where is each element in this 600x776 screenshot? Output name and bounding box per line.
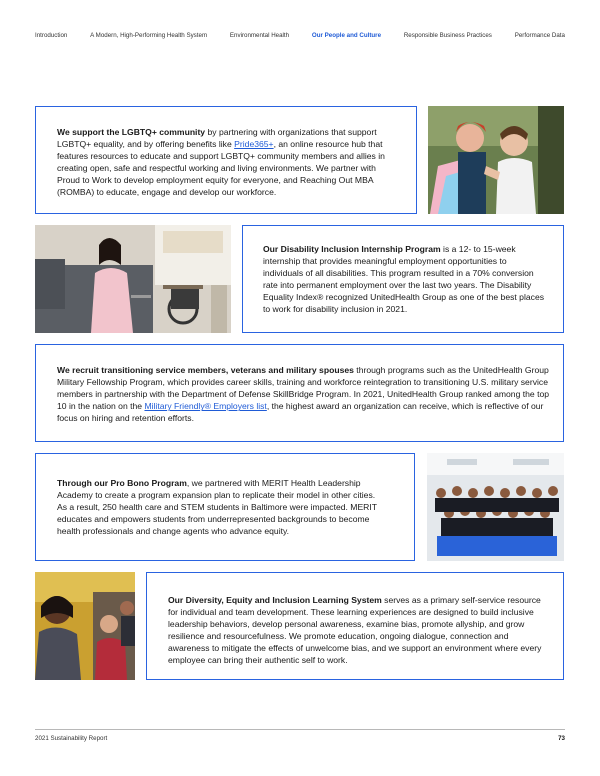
dei-photo	[35, 572, 135, 680]
military-heading: We recruit transitioning service members, veterans and military spouses	[57, 365, 354, 375]
page-footer	[35, 735, 565, 742]
military-friendly-link[interactable]: Military Friendly® Employers list	[144, 401, 267, 412]
pride365-link[interactable]: Pride365+	[234, 139, 274, 150]
military-body-1: through programs such as the UnitedHealth Group Military Fellowship Program, which provides career skills, training and workforce reintegration to transitioning U.S. military service members in partnership with the Department of Defense SkillBridge Program. In 2021, UnitedHealth Group ranked among the top 10 in the nation on the	[57, 365, 550, 412]
dei-text	[168, 594, 548, 667]
footer-divider	[35, 729, 565, 730]
report-title: 2021 Sustainability Report	[35, 735, 108, 742]
military-text	[57, 364, 549, 424]
dei-heading: Our Diversity, Equity and Inclusion Learning System	[168, 595, 382, 605]
probono-body: , we partnered with MERIT Health Leadership Academy to create a program expansion plan to replicate their model in other cities. As a result, 250 health care and STEM students in Baltimore were impacted. MERIT educates and empowers students from underrepresented backgrounds to become health professionals and change agents who advance equity.	[57, 478, 377, 537]
lgbtq-photo	[428, 106, 564, 214]
lgbtq-body-2: , an online resource hub that features resources to educate and support LGBTQ+ community members and allies in creating open, safe and respectful working and living environments. We partner with Proud to Work to develop employment equity for everyone, and Reaching Out MBA (ROMBA) to educate, engage and develop our workforce.	[57, 139, 385, 198]
disability-body: is a 12- to 15-week internship that provides meaningful employment opportunities to individuals of all disabilities. This program resulted in a 70% conversion rate into permanent employment over the last two years. The Disability Equality Index® recognized UnitedHealth Group as one of the best places to work for disability inclusion in 2021.	[263, 244, 545, 315]
lgbtq-body-1: by partnering with organizations that support LGBTQ+ equality, and by offering benefits like	[57, 127, 377, 150]
disability-heading: Our Disability Inclusion Internship Program	[263, 244, 441, 254]
lgbtq-text	[57, 126, 399, 199]
probono-text	[57, 477, 387, 537]
section-nav	[35, 32, 565, 39]
page-number: 73	[558, 735, 565, 742]
military-body-2: , the highest award an organization can receive, which is reflective of our focus on hiring and retention efforts.	[57, 401, 544, 424]
nav-item-responsible-business[interactable]: Responsible Business Practices	[403, 32, 492, 39]
nav-item-people-culture[interactable]: Our People and Culture	[311, 32, 382, 39]
nav-item-environmental-health[interactable]: Environmental Health	[229, 32, 290, 39]
probono-photo	[427, 453, 564, 561]
nav-item-health-system[interactable]: A Modern, High-Performing Health System	[90, 32, 208, 39]
disability-photo	[35, 225, 231, 333]
probono-heading: Through our Pro Bono Program	[57, 478, 187, 488]
nav-item-introduction[interactable]: Introduction	[35, 32, 68, 39]
disability-text	[263, 243, 548, 316]
nav-item-performance-data[interactable]: Performance Data	[514, 32, 565, 39]
lgbtq-heading: We support the LGBTQ+ community	[57, 127, 206, 137]
dei-body: serves as a primary self-service resource for individual and team development. These learning experiences are designed to build inclusive leadership behaviors, develop personal awareness, examine bias, promote allyship, and grow resilience and resourcefulness. We promote education, ongoing dialogue, connection and awareness to mitigate the effects of unwelcome bias, and we support an environment where every employee can bring their authentic self to work.	[168, 595, 542, 666]
